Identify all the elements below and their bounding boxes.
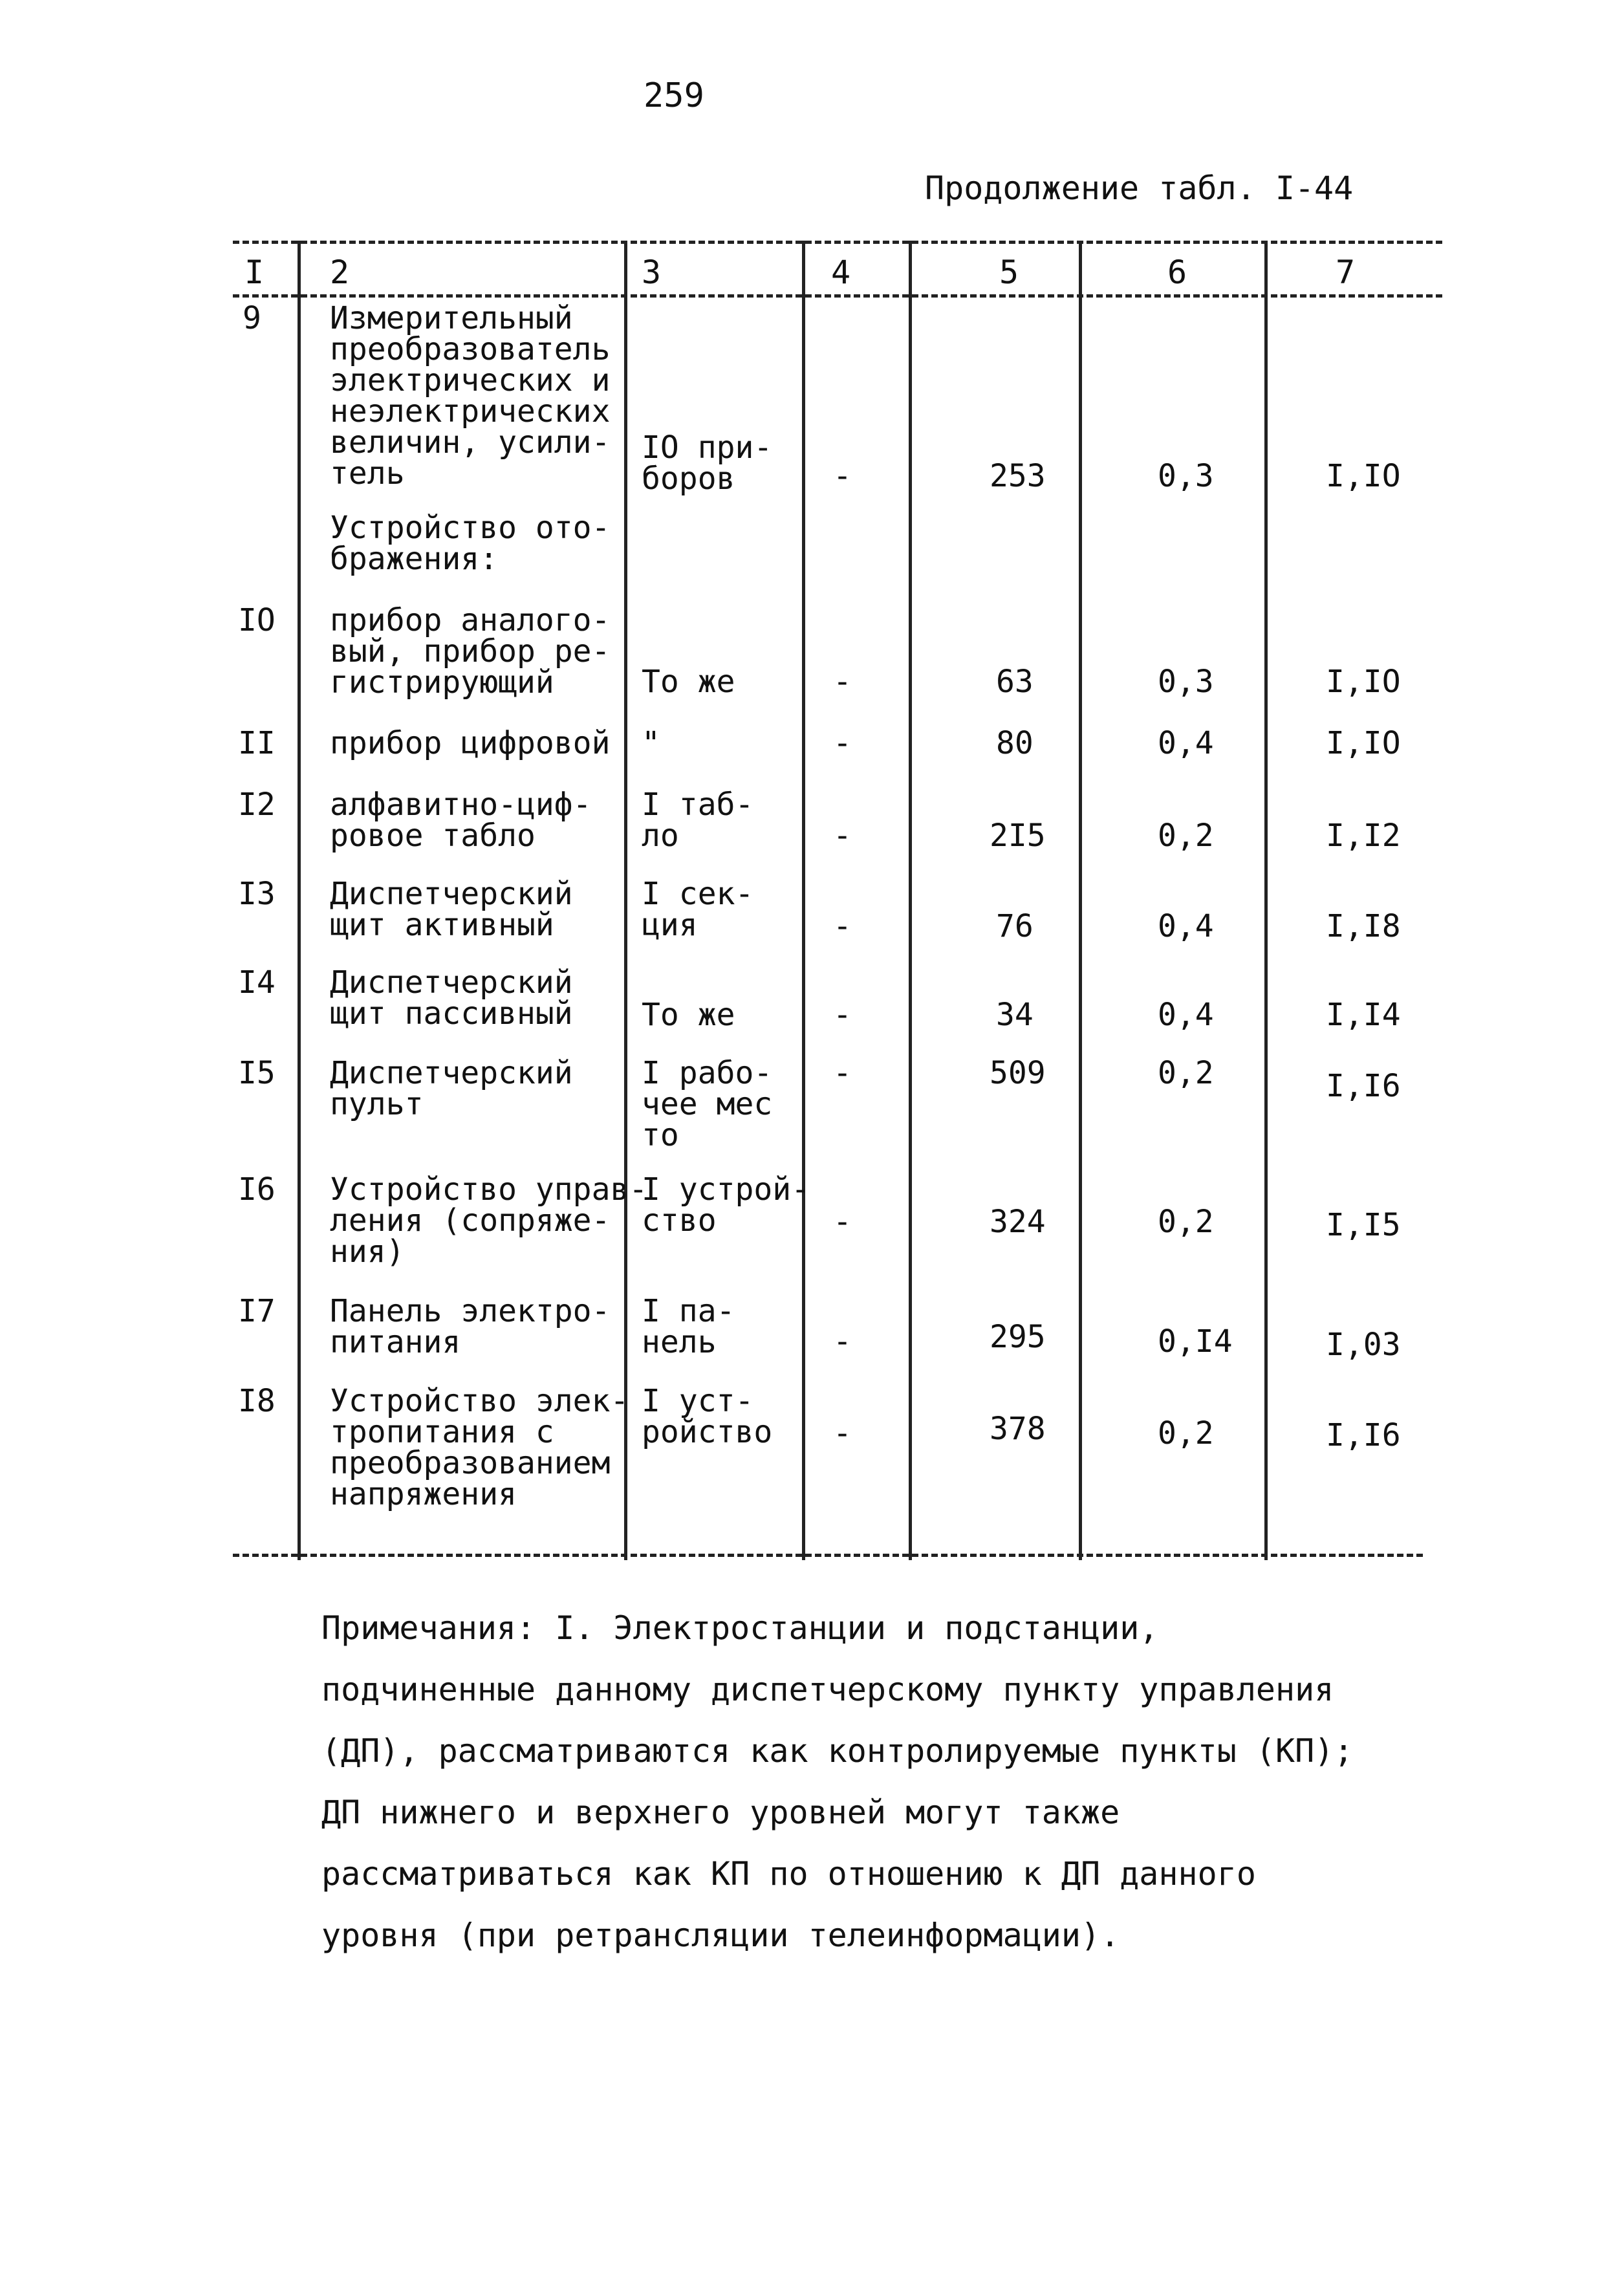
row-col-6: 0,4 bbox=[1158, 908, 1214, 944]
section-heading: Устройство ото- бражения: bbox=[330, 510, 611, 577]
row-col-5: 2I5 bbox=[990, 818, 1046, 854]
column-divider bbox=[1079, 241, 1082, 1560]
header-col-1: I bbox=[244, 254, 265, 291]
row-col-6: 0,4 bbox=[1158, 725, 1214, 761]
row-col-6: 0,I4 bbox=[1158, 1323, 1233, 1360]
header-col-3: 3 bbox=[642, 254, 662, 291]
row-col-7: I,I6 bbox=[1326, 1068, 1401, 1104]
row-number: 9 bbox=[243, 300, 261, 336]
row-col-5: 509 bbox=[990, 1055, 1046, 1091]
column-divider bbox=[802, 241, 805, 1560]
row-col-6: 0,4 bbox=[1158, 997, 1214, 1033]
row-name: Устройство управ- ления (сопряже- ния) bbox=[330, 1171, 648, 1270]
row-unit: I сек- ция bbox=[642, 876, 754, 943]
row-number: I7 bbox=[238, 1293, 276, 1329]
row-unit: I таб- ло bbox=[642, 787, 754, 854]
row-number: I4 bbox=[238, 964, 276, 1001]
row-col-7: I,IO bbox=[1326, 458, 1401, 494]
row-col-4: - bbox=[833, 1415, 852, 1451]
row-col-5: 63 bbox=[996, 664, 1034, 700]
row-col-4: - bbox=[833, 1323, 852, 1360]
row-col-7: I,03 bbox=[1326, 1327, 1401, 1363]
page-number: 259 bbox=[644, 76, 704, 115]
row-col-6: 0,2 bbox=[1158, 818, 1214, 854]
header-col-7: 7 bbox=[1336, 254, 1356, 291]
row-col-6: 0,3 bbox=[1158, 664, 1214, 700]
row-col-4: - bbox=[833, 458, 852, 494]
row-col-5: 378 bbox=[990, 1411, 1046, 1447]
row-col-7: I,I8 bbox=[1326, 908, 1401, 944]
row-col-4: - bbox=[833, 997, 852, 1033]
row-col-5: 324 bbox=[990, 1204, 1046, 1240]
row-unit: I рабо- чее мес то bbox=[642, 1055, 773, 1153]
row-unit: I уст- ройство bbox=[642, 1383, 773, 1450]
row-name: Измерительный преобразователь электрических и неэлектрических величин, усили- тель bbox=[330, 300, 611, 492]
header-col-4: 4 bbox=[831, 254, 851, 291]
table-bottom-rule bbox=[233, 1554, 1423, 1557]
row-col-7: I,I2 bbox=[1326, 818, 1401, 854]
column-divider bbox=[909, 241, 912, 1560]
row-name: прибор аналого- вый, прибор ре- гистрирующий bbox=[330, 602, 611, 701]
row-name: алфавитно-циф- ровое табло bbox=[330, 787, 592, 854]
row-col-6: 0,2 bbox=[1158, 1204, 1214, 1240]
row-name: Диспетчерский пульт bbox=[330, 1055, 573, 1122]
header-col-2: 2 bbox=[330, 254, 350, 291]
row-col-4: - bbox=[833, 725, 852, 761]
row-col-4: - bbox=[833, 664, 852, 700]
row-number: I3 bbox=[238, 876, 276, 912]
header-col-6: 6 bbox=[1167, 254, 1187, 291]
header-col-5: 5 bbox=[999, 254, 1019, 291]
row-number: I2 bbox=[238, 787, 276, 823]
notes bbox=[234, 1598, 1392, 1966]
row-col-7: I,I4 bbox=[1326, 997, 1401, 1033]
row-col-7: I,IO bbox=[1326, 725, 1401, 761]
column-divider bbox=[298, 241, 301, 1560]
row-name: Устройство элек- тропитания с преобразованием напряжения bbox=[330, 1383, 629, 1512]
row-unit: I па- нель bbox=[642, 1293, 735, 1360]
row-unit: То же bbox=[642, 997, 735, 1033]
row-col-5: 295 bbox=[990, 1319, 1046, 1355]
row-col-4: - bbox=[833, 908, 852, 944]
row-number: I5 bbox=[238, 1055, 276, 1091]
row-col-5: 76 bbox=[996, 908, 1034, 944]
row-col-7: I,I6 bbox=[1326, 1417, 1401, 1453]
row-name: Панель электро- питания bbox=[330, 1293, 611, 1360]
row-col-6: 0,3 bbox=[1158, 458, 1214, 494]
row-col-5: 80 bbox=[996, 725, 1034, 761]
row-col-5: 34 bbox=[996, 997, 1034, 1033]
row-unit: " bbox=[642, 725, 660, 761]
row-number: IO bbox=[238, 602, 276, 638]
table-top-rule bbox=[233, 241, 1442, 244]
row-col-4: - bbox=[833, 818, 852, 854]
column-divider bbox=[624, 241, 627, 1560]
row-col-7: I,IO bbox=[1326, 664, 1401, 700]
row-name: прибор цифровой bbox=[330, 725, 611, 761]
row-col-6: 0,2 bbox=[1158, 1055, 1214, 1091]
row-name: Диспетчерский щит пассивный bbox=[330, 964, 573, 1032]
table-caption: Продолжение табл. I-44 bbox=[925, 169, 1354, 207]
row-col-7: I,I5 bbox=[1326, 1207, 1401, 1243]
row-col-4: - bbox=[833, 1055, 852, 1091]
row-col-5: 253 bbox=[990, 458, 1046, 494]
row-col-4: - bbox=[833, 1204, 852, 1240]
row-unit: То же bbox=[642, 664, 735, 700]
row-number: II bbox=[238, 725, 276, 761]
row-unit: I устрой- ство bbox=[642, 1171, 810, 1239]
row-col-6: 0,2 bbox=[1158, 1415, 1214, 1451]
row-number: I6 bbox=[238, 1171, 276, 1208]
notes-text: Примечания: I. Электростанции и подстанции, подчиненные данному диспетчерскому пункту управления (ДП), рассматриваются как контролируемые пункты (КП); ДП нижнего и верхнего уровней могут также рассматриваться как КП по отношению к ДП данного уровня (при ретрансляции телеинформации). bbox=[321, 1609, 1354, 1954]
row-number: I8 bbox=[238, 1383, 276, 1419]
header-bottom-rule bbox=[233, 294, 1442, 298]
row-name: Диспетчерский щит активный bbox=[330, 876, 573, 943]
row-unit: IO при- боров bbox=[642, 429, 773, 497]
column-divider bbox=[1264, 241, 1268, 1560]
